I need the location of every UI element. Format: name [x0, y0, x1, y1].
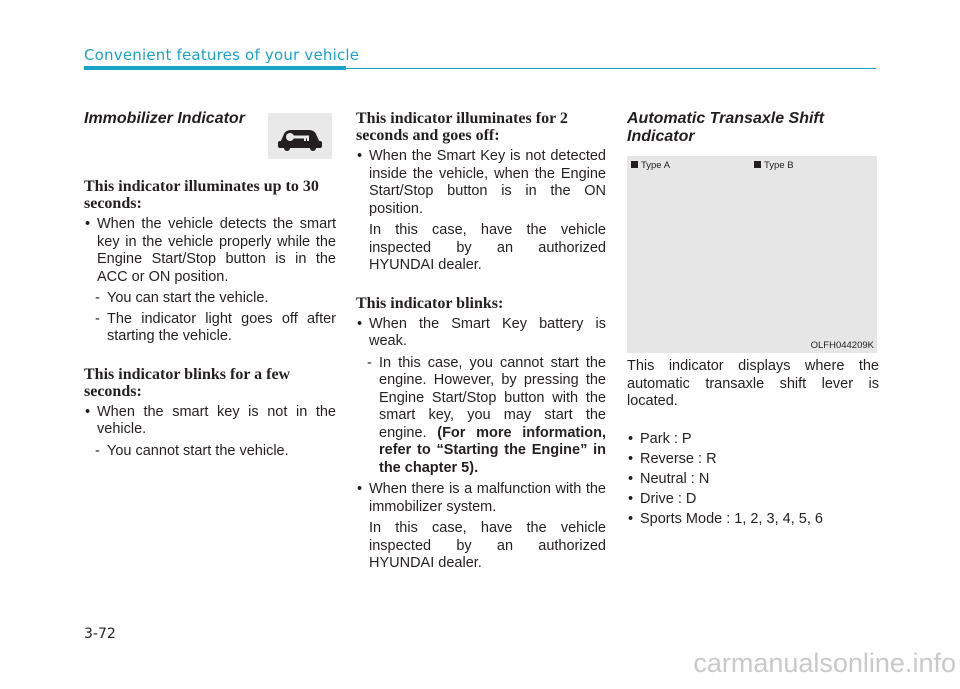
blinks-few-seconds-heading: This indicator blinks for a few seconds:	[84, 365, 291, 400]
header-accent-bar	[84, 66, 346, 70]
square-icon	[631, 161, 638, 168]
column-left	[84, 110, 336, 460]
figure-code: OLFH044209K	[810, 340, 874, 351]
shift-item-park: • Park : P	[627, 431, 879, 449]
dash-item: - In this case, you cannot start the engine. However, by pressing the Engine Start/Stop button with the smart key, you may start the engine. (For more information, refer to “Starting the Engine” in the chapter 5).	[367, 354, 606, 476]
detect-key-bullet: • When the vehicle detects the smart key in the vehicle properly while the Engine Start/Stop button is in the ACC or ON position.	[84, 216, 336, 286]
shift-indicator-heading: Automatic Transaxle Shift Indicator	[627, 110, 825, 145]
shift-indicator-body	[627, 358, 879, 528]
dash-item: - You can start the vehicle.	[95, 290, 269, 306]
key-not-detected-bullet: • When the Smart Key is not detected inside the vehicle, when the Engine Start/Stop button is in the ON position.	[356, 148, 606, 218]
illuminates-30s-heading: This indicator illuminates up to 30 seconds:	[84, 178, 319, 212]
shift-item-sports: • Sports Mode : 1, 2, 3, 4, 5, 6	[627, 511, 879, 529]
key-not-in-vehicle-bullet: • When the smart key is not in the vehicle.	[84, 404, 336, 439]
dash-text: In this case, you cannot start the engine. However, by pressing the Engine Start/Stop button with the smart key, you may start the engine.	[379, 354, 606, 441]
shift-intro: This indicator displays where the automatic transaxle shift lever is located.	[627, 358, 879, 409]
dash-text: You can start the vehicle.	[107, 290, 269, 306]
blinks-heading: This indicator blinks:	[356, 294, 504, 312]
immobilizer-heading: Immobilizer Indicator	[84, 110, 245, 127]
dash-item: - The indicator light goes off after starting the vehicle.	[95, 310, 336, 344]
immobilizer-indicator-icon	[268, 113, 332, 159]
dash-item: - You cannot start the vehicle.	[95, 442, 289, 459]
shift-item-neutral: • Neutral : N	[627, 471, 879, 489]
dealer-paragraph: In this case, have the vehicle inspected by an authorized HYUNDAI dealer.	[369, 222, 606, 273]
column-middle	[356, 110, 606, 573]
battery-weak-bullet: • When the Smart Key battery is weak.	[356, 316, 606, 351]
type-a-label	[631, 160, 670, 171]
dealer-paragraph: In this case, have the vehicle inspected by an authorized HYUNDAI dealer.	[369, 520, 606, 571]
dash-text: The indicator light goes off after starting the vehicle.	[107, 310, 336, 344]
dash-text: You cannot start the vehicle.	[107, 442, 289, 459]
shift-item-reverse: • Reverse : R	[627, 451, 879, 469]
shift-indicator-figure	[627, 156, 877, 353]
column-right	[627, 110, 879, 146]
page-number: 3-72	[84, 626, 116, 642]
running-header: Convenient features of your vehicle	[84, 46, 360, 64]
square-icon	[754, 161, 761, 168]
malfunction-bullet: • When there is a malfunction with the immobilizer system.	[356, 481, 606, 516]
header-rule	[346, 68, 876, 69]
type-a-text: Type A	[641, 160, 671, 171]
type-b-label	[754, 160, 794, 171]
reference-note: (For more information, refer to “Starting the Engine” in the chapter 5).	[379, 424, 606, 476]
type-b-text: Type B	[764, 160, 794, 171]
shift-item-drive: • Drive : D	[627, 491, 879, 509]
illuminates-2s-heading: This indicator illuminates for 2 seconds and goes off:	[356, 110, 568, 144]
watermark: carmanualsonline.info	[693, 648, 956, 678]
